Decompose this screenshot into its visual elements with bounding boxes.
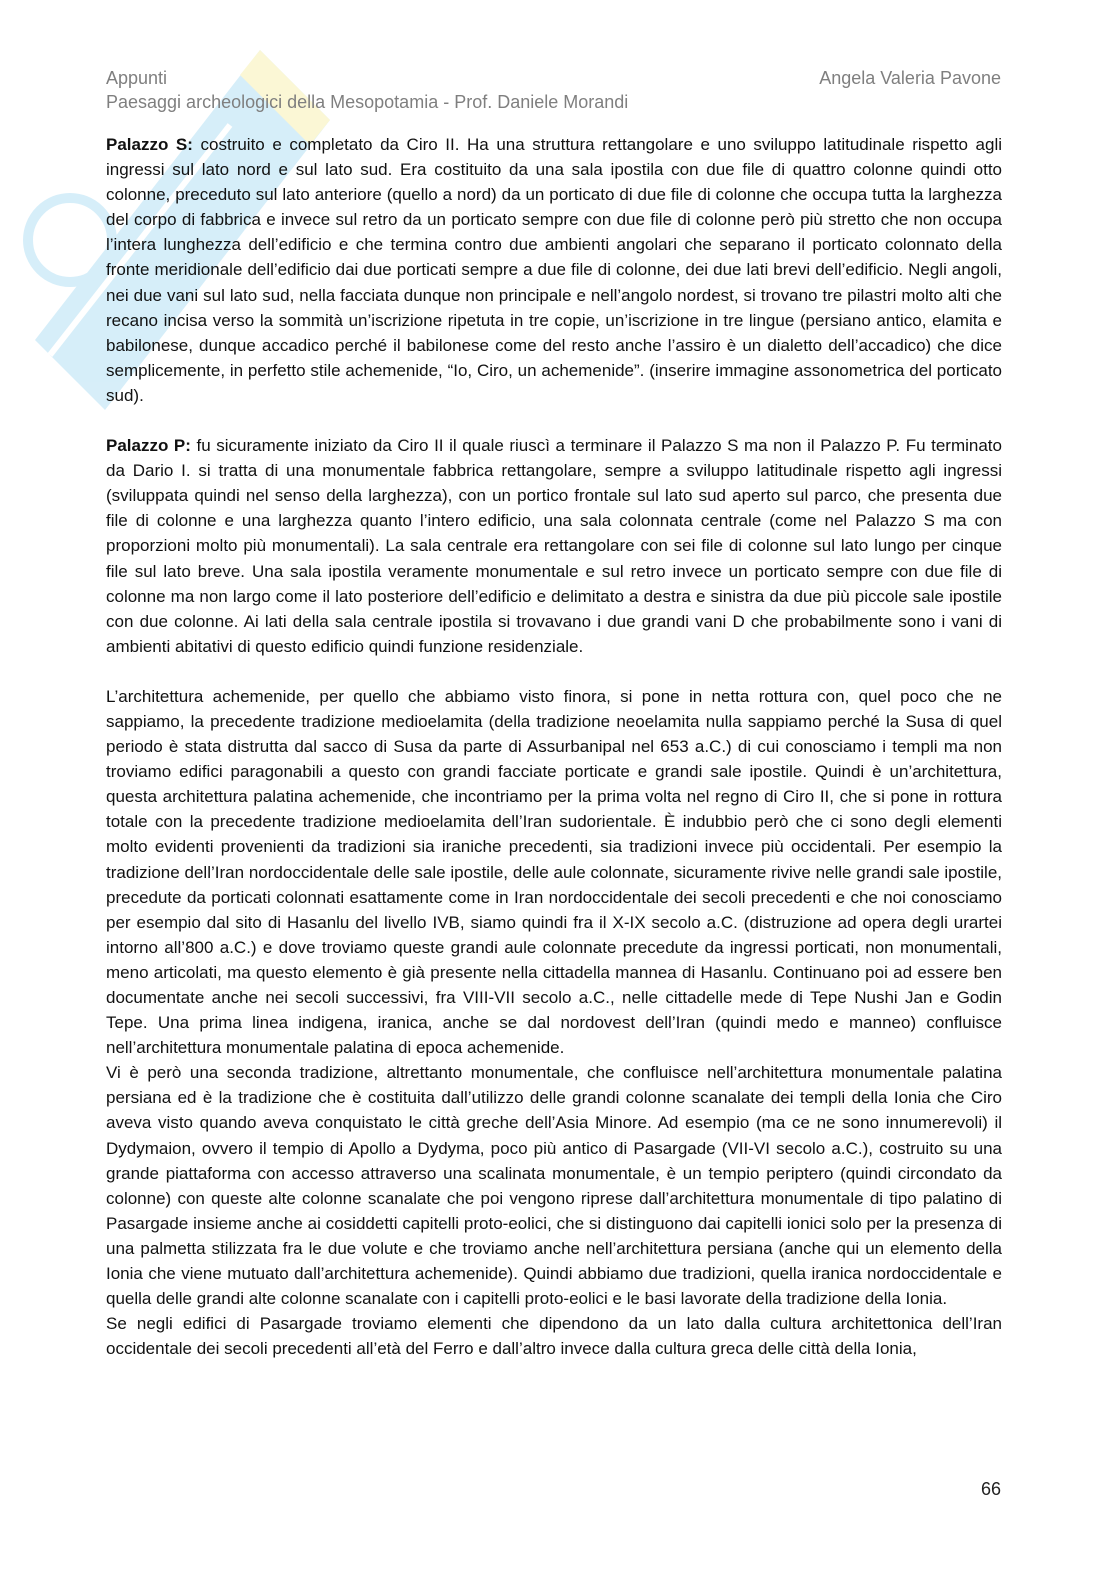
paragraph xyxy=(106,132,1002,408)
paragraph-text: Vi è però una seconda tradizione, altrettanto monumentale, che confluisce nell’architettura monumentale palatina persiana ed è la tradizione che è costituita dall’utilizzo delle grandi colonne scanalate dei templi della Ionia che Ciro aveva visto quando aveva conquistato le città greche dell’Asia Minore. Ad esempio (ma ce ne sono innumerevoli) il Dydymaion, ovvero il tempio di Apollo a Dydyma, poco più antico di Pasargade (VII-VI secolo a.C.), costruito su una grande piattaforma con accesso attraverso una scalinata monumentale, è un tempio periptero (quindi circondato da colonne) con queste alte colonne scanalate che poi vengono riprese dall’architettura monumentale di tipo palatino di Pasargade insieme anche ai cosiddetti capitelli proto-eolici, che si distinguono dai capitelli ionici solo per la presenza di una palmetta stilizzata fra le due volute e che troviamo anche nell’architettura persiana (anche qui un elemento della Ionia che viene mutuato dall’architettura achemenide). Quindi abbiamo due tradizioni, quella iranica nordoccidentale e quella delle grandi alte colonne scanalate con i capitelli proto-eolici e le basi lavorate della tradizione della Ionia. xyxy=(106,1063,1002,1309)
page-header-left xyxy=(106,66,628,114)
paragraph xyxy=(106,433,1002,659)
paragraph xyxy=(106,1060,1002,1311)
header-course-title: Paesaggi archeologici della Mesopotamia - Prof. Daniele Morandi xyxy=(106,92,629,112)
paragraph-text: L’architettura achemenide, per quello che abbiamo visto finora, si pone in netta rottura con, quel poco che ne sappiamo, la precedente tradizione medioelamita (della tradizione neoelamita nulla sappiamo perché la Susa di quel periodo è stata distrutta dal sacco di Susa da parte di Assurbanipal nel 653 a.C.) di cui conosciamo i templi ma non troviamo edifici paragonabili a questo con grandi facciate porticate e grandi sale ipostile. Quindi è un’architettura, questa architettura palatina achemenide, che incontriamo per la prima volta nel regno di Ciro II, che si pone in rottura totale con la precedente tradizione medioelamita dell’Iran sudorientale. È indubbio però che ci sono degli elementi molto evidenti provenienti da tradizioni sia iraniche precedenti, sia tradizioni invece più occidentali. Per esempio la tradizione dell’Iran nordoccidentale delle sale ipostile, delle aule colonnate, sicuramente rivive nelle grandi sale ipostile, precedute da porticati colonnati esattamente come in Iran nordoccidentale dei secoli precedenti e che noi conosciamo per esempio dal sito di Hasanlu del livello IVB, siamo quindi fra il X-IX secolo a.C. (distruzione ad opera degli urartei intorno all’800 a.C.) e dove troviamo queste grandi aule colonnate precedute da ingressi porticati, non monumentali, meno articolati, ma questo elemento è già presente nella cittadella mannea di Hasanlu. Continuano poi ad essere ben documentate anche nei secoli successivi, fra VIII-VII secolo a.C., nelle cittadelle mede di Tepe Nushi Jan e Godin Tepe. Una prima linea indigena, iranica, anche se dal nordovest dell’Iran (quindi medo e manneo) confluisce nell’architettura monumentale palatina di epoca achemenide. xyxy=(106,686,1002,1058)
paragraph-lead: Palazzo P: xyxy=(106,436,191,456)
header-author: Angela Valeria Pavone xyxy=(819,68,1001,88)
header-label: Appunti xyxy=(106,68,168,88)
watermark-emblem xyxy=(28,198,112,282)
page-number: 66 xyxy=(980,1479,1001,1499)
paragraph-text: costruito e completato da Ciro II. Ha una struttura rettangolare e uno sviluppo latitudinale rispetto agli ingressi sul lato nord e sul lato sud. Era costituito da una sala ipostila con due file di quattro colonne quindi otto colonne, preceduto sul lato anteriore (quello a nord) da un porticato di due file di colonne che occupa tutta la larghezza del corpo di fabbrica e invece sul retro da un porticato sempre con due file di colonne però più stretto che non occupa l’intera lunghezza dell’edificio e che termina contro due ambienti angolari che separano il porticato colonnato della fronte meridionale dell’edificio dai due porticati sempre a due file di colonne, dei due lati brevi dell’edificio. Negli angoli, nei due vani sul lato sud, nella facciata dunque non principale e nell’angolo nordest, si trovano tre pilastri molto alti che recano incisa verso la sommità un’iscrizione ripetuta in tre copie, un’iscrizione in tre lingue (persiano antico, elamita e babilonese, dunque accadico perché il babilonese come del resto anche l’assiro è un dialetto dell’accadico) che dice semplicemente, in perfetto stile achemenide, “Io, Ciro, un achemenide”. (inserire immagine assonometrica del porticato sud). xyxy=(106,135,1002,405)
paragraph-text: Se negli edifici di Pasargade troviamo elementi che dipendono da un lato dalla cultura architettonica dell’Iran occidentale dei secoli precedenti all’età del Ferro e dall’altro invece dalla cultura greca delle città della Ionia, xyxy=(106,1314,1002,1359)
paragraph xyxy=(106,684,1002,1060)
paragraph-text: fu sicuramente iniziato da Ciro II il quale riuscì a terminare il Palazzo S ma non il Palazzo P. Fu terminato da Dario I. si tratta di una monumentale fabbrica rettangolare, sempre a sviluppo latitudinale rispetto agli ingressi (sviluppata quindi nel senso della larghezza), con un portico frontale sul lato sud aperto sul parco, che presenta due file di colonne e una larghezza quanto l’intero edificio, una sala colonnata centrale (come nel Palazzo S ma con proporzioni molto più monumentali). La sala centrale era rettangolare con sei file di colonne sul lato lungo per cinque file sul lato breve. Una sala ipostila veramente monumentale e sul retro invece un porticato sempre con due file di colonne ma non largo come il lato posteriore dell’edificio e delimitato a destra e sinistra da due più piccole sale ipostile con due colonne. Ai lati della sala centrale ipostila si trovavano i due grandi vani D che probabilmente sono i vani di ambienti abitativi di questo edificio quindi funzione residenziale. xyxy=(106,436,1002,656)
paragraph-lead: Palazzo S: xyxy=(106,135,193,154)
paragraph xyxy=(106,1311,1002,1361)
document-body xyxy=(106,132,1002,1361)
